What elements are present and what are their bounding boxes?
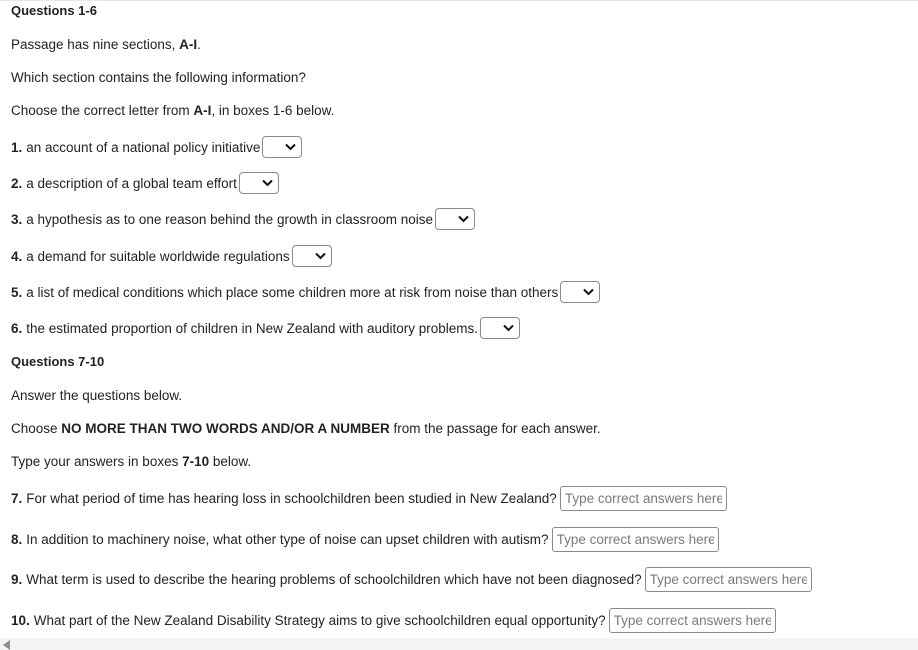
answer-input-7[interactable] [560, 486, 727, 511]
section2-intro-answer: Answer the questions below. [11, 388, 183, 403]
chevron-down-icon [262, 179, 273, 187]
chevron-down-icon [583, 288, 594, 296]
question-text: What term is used to describe the hearing problems of schoolchildren which have not been diagnosed? [26, 572, 642, 587]
answer-input-8[interactable] [552, 527, 719, 552]
answer-select-6[interactable] [480, 317, 520, 339]
section1-heading: Questions 1-6 [11, 3, 97, 18]
question-row-5 [11, 281, 600, 303]
chevron-down-icon [315, 252, 326, 260]
section2-intro-limit: Choose NO MORE THAN TWO WORDS AND/OR A NUMBER from the passage for each answer. [11, 421, 601, 436]
question-row-9 [11, 567, 812, 592]
chevron-down-icon [503, 324, 514, 332]
horizontal-scrollbar[interactable] [0, 638, 918, 650]
answer-select-5[interactable] [560, 281, 600, 303]
question-number: 4. [11, 248, 23, 264]
answer-input-9[interactable] [645, 567, 812, 592]
chevron-down-icon [285, 143, 296, 151]
question-row-2 [11, 172, 279, 194]
question-row-6 [11, 317, 520, 339]
question-text: a hypothesis as to one reason behind the growth in classroom noise [26, 211, 434, 227]
section1-intro-sections: Passage has nine sections, A-I. [11, 37, 201, 52]
section2-intro-boxes: Type your answers in boxes 7-10 below. [11, 454, 252, 469]
question-row-7 [11, 486, 727, 511]
top-divider [0, 0, 918, 1]
question-text: What part of the New Zealand Disability Strategy aims to give schoolchildren equal opportunity? [33, 613, 606, 628]
question-text: a demand for suitable worldwide regulations [26, 248, 290, 264]
question-text: In addition to machinery noise, what other type of noise can upset children with autism? [26, 532, 549, 547]
question-text: a description of a global team effort [26, 175, 237, 191]
question-text: the estimated proportion of children in New Zealand with auditory problems. [26, 320, 479, 336]
answer-select-1[interactable] [262, 136, 302, 158]
question-number: 9. [11, 572, 23, 587]
scroll-left-arrow-icon[interactable] [3, 640, 10, 650]
answer-input-10[interactable] [609, 608, 776, 633]
question-row-10 [11, 608, 776, 633]
question-number: 6. [11, 320, 23, 336]
question-number: 8. [11, 532, 23, 547]
question-number: 10. [11, 613, 30, 628]
question-number: 3. [11, 211, 23, 227]
question-row-8 [11, 527, 719, 552]
answer-select-4[interactable] [292, 245, 332, 267]
question-row-4 [11, 245, 332, 267]
answer-select-2[interactable] [239, 172, 279, 194]
question-number: 5. [11, 284, 23, 300]
section1-intro-question: Which section contains the following information? [11, 70, 306, 85]
section1-intro-instructions: Choose the correct letter from A-I, in boxes 1-6 below. [11, 103, 335, 118]
question-row-3 [11, 208, 475, 230]
question-text: a list of medical conditions which place some children more at risk from noise than others [26, 284, 559, 300]
question-number: 7. [11, 491, 23, 506]
answer-select-3[interactable] [435, 208, 475, 230]
question-number: 2. [11, 175, 23, 191]
chevron-down-icon [458, 215, 469, 223]
question-number: 1. [11, 139, 23, 155]
question-text: For what period of time has hearing loss in schoolchildren been studied in New Zealand? [26, 491, 557, 506]
section2-heading: Questions 7-10 [11, 354, 105, 369]
question-row-1 [11, 136, 302, 158]
question-text: an account of a national policy initiative [26, 139, 261, 155]
